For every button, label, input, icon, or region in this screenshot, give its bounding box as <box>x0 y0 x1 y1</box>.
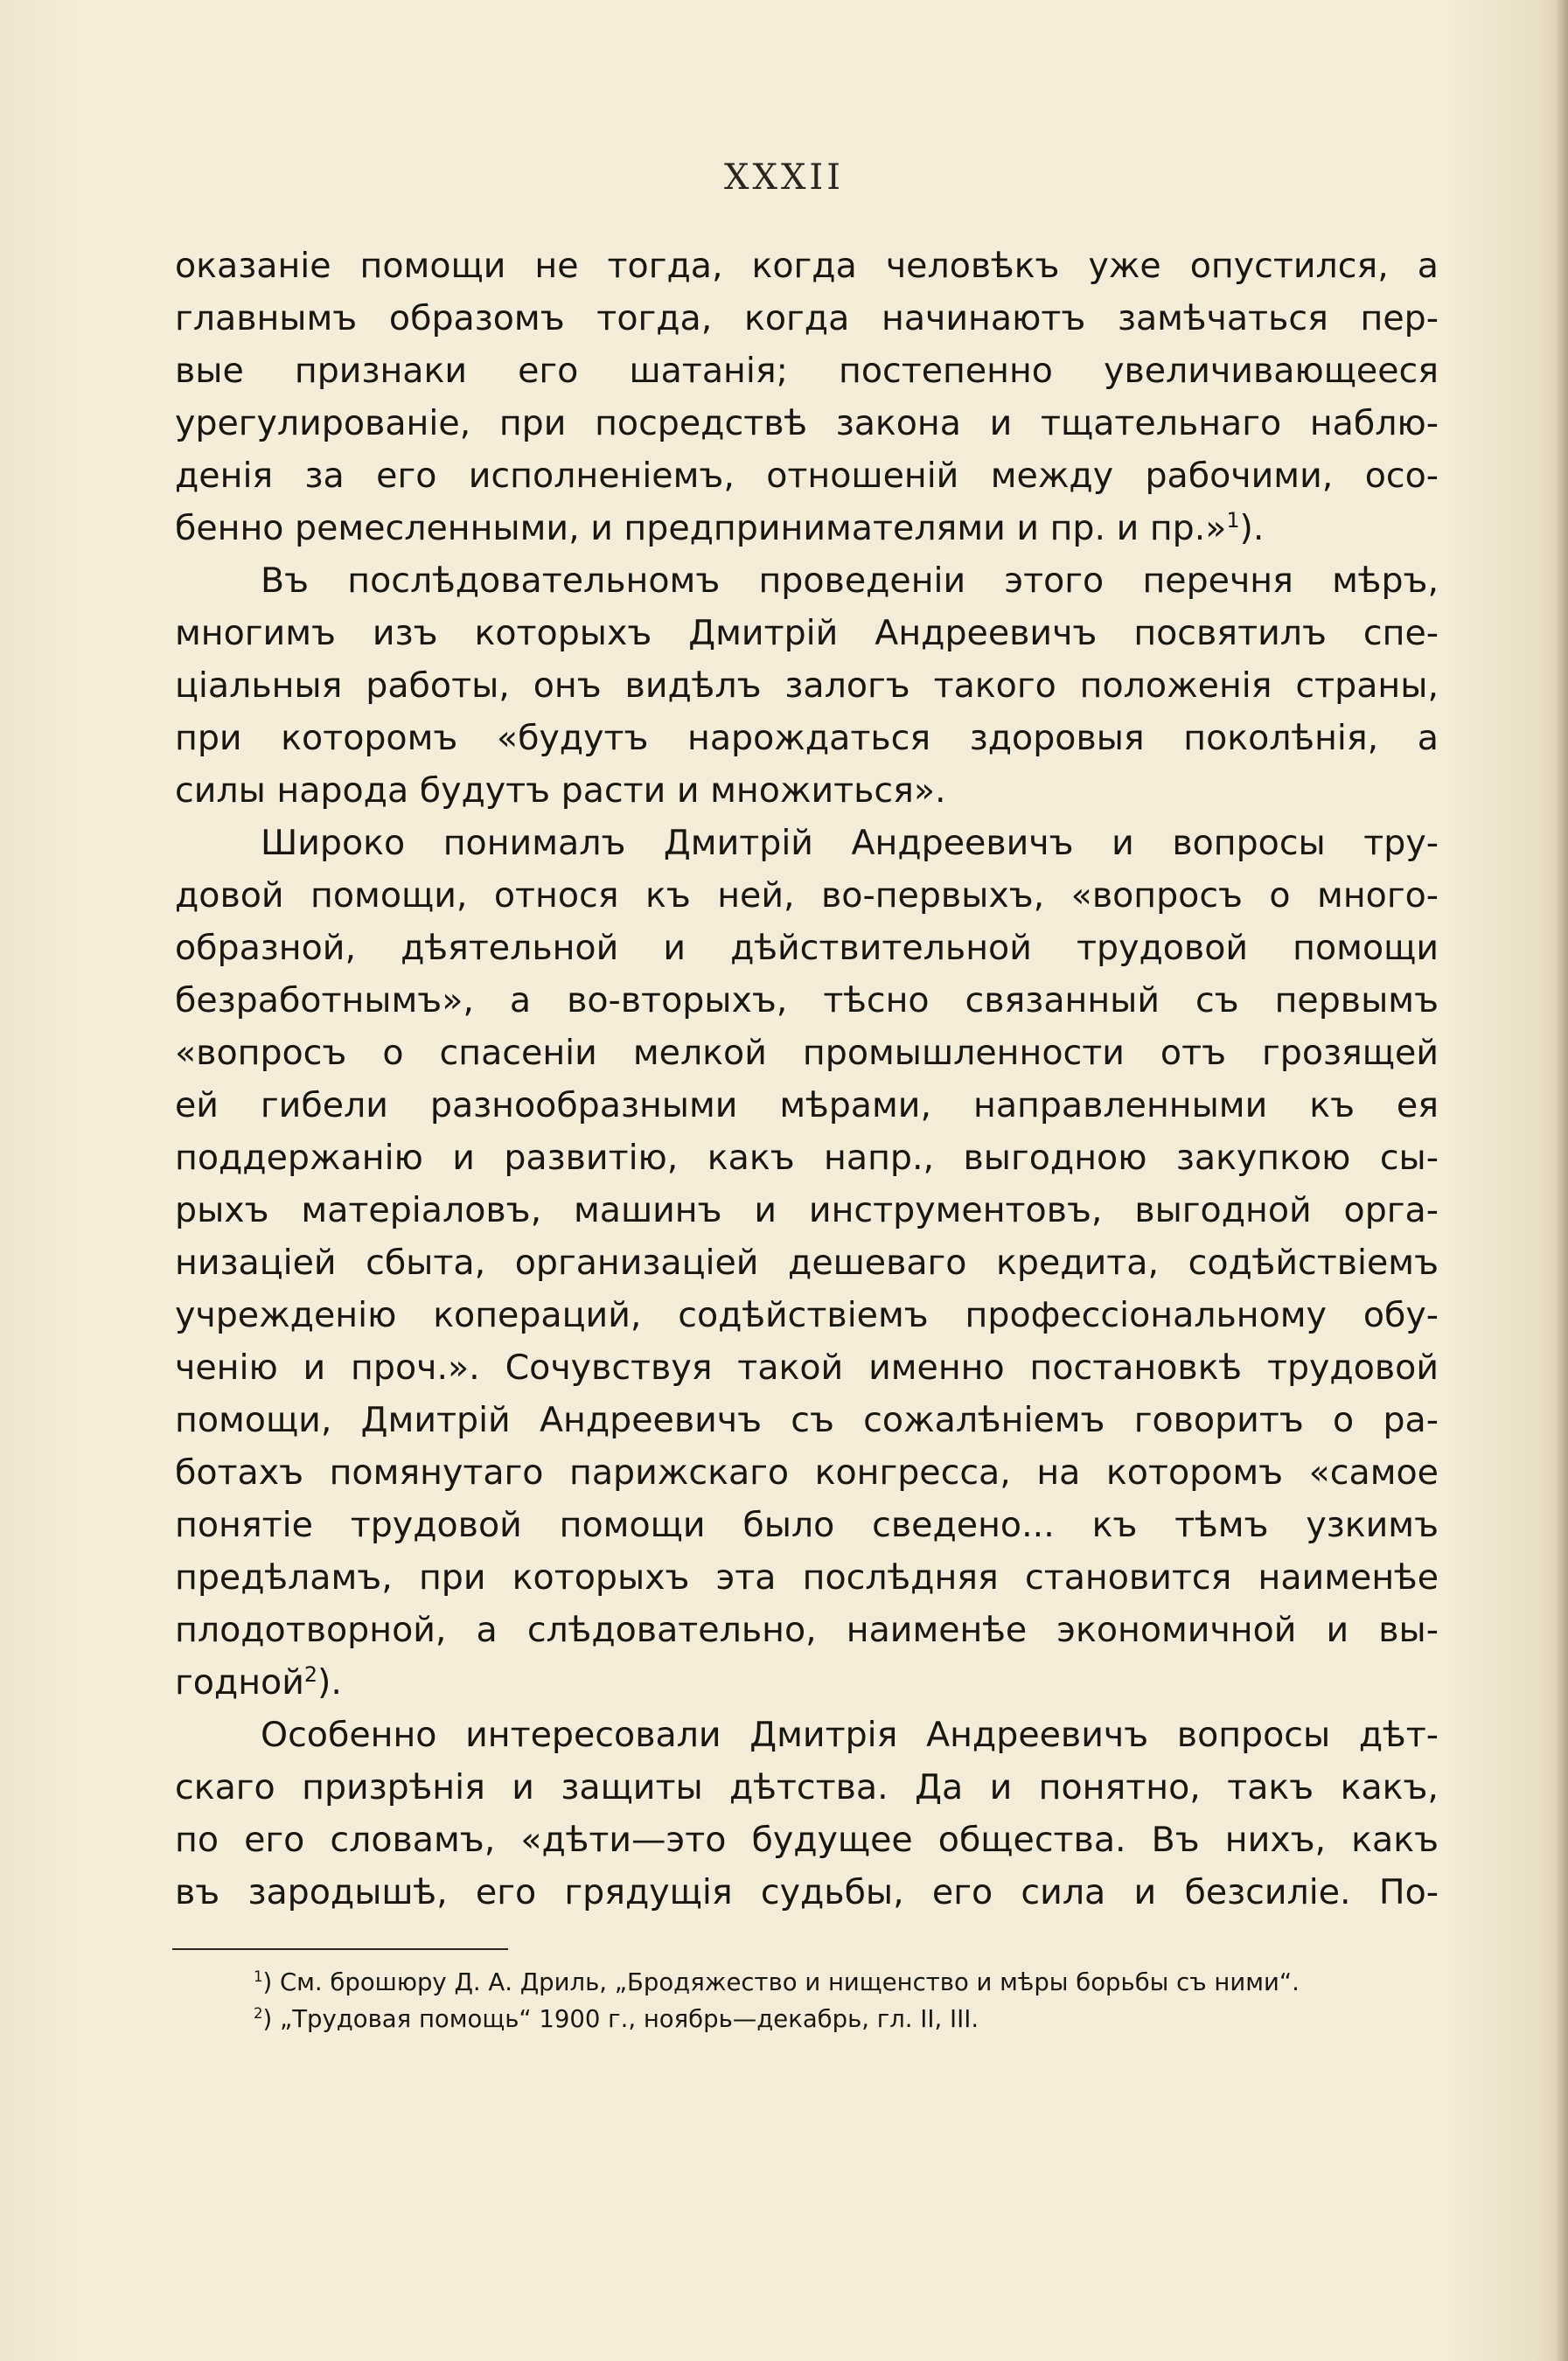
text-line <box>175 659 1439 712</box>
text-line-content: поддержанію и развитію, какъ напр., выгодною закупкою сы- <box>175 1138 1439 1178</box>
text-line-content: денія за его исполненіемъ, отношеній между рабочими, осо- <box>175 456 1439 496</box>
footnote-mark-bracket: ) <box>262 1968 280 1996</box>
text-line-content: учрежденію копераций, содѣйствіемъ профессіональному обу- <box>175 1295 1439 1335</box>
footnote-mark: 2 <box>254 2004 263 2022</box>
footnote-rule <box>172 1948 508 1950</box>
footnote-mark: 1 <box>254 1968 263 1985</box>
text-line-content: Широко понималъ Дмитрій Андреевичъ и вопросы тру- <box>261 823 1439 863</box>
text-line <box>175 1341 1439 1394</box>
text-line-content: скаго призрѣнія и защиты дѣтства. Да и понятно, такъ какъ, <box>175 1767 1439 1807</box>
footnote-reference: 1 <box>1226 507 1240 533</box>
text-line-content: оказаніе помощи не тогда, когда человѣкъ уже опустился, а <box>175 246 1439 286</box>
text-line-content: плодотворной, а слѣдовательно, наименѣе экономичной и вы- <box>175 1610 1439 1650</box>
page-edge-shadow <box>1556 0 1568 2361</box>
text-line-content: предѣламъ, при которыхъ эта послѣдняя становится наименѣе <box>175 1557 1439 1598</box>
text-line-content: «вопросъ о спасеніи мелкой промышленности отъ грозящей <box>175 1033 1439 1073</box>
text-line <box>175 1027 1439 1079</box>
text-line <box>175 764 1439 817</box>
text-line <box>175 1814 1439 1866</box>
footnote <box>254 2001 1443 2037</box>
text-line-content: силы народа будутъ расти и множиться». <box>175 770 946 811</box>
text-line <box>175 1289 1439 1341</box>
text-line <box>175 449 1439 502</box>
text-line-content: ей гибели разнообразными мѣрами, направленными къ ея <box>175 1085 1439 1125</box>
text-line-content: ціальныя работы, онъ видѣлъ залогъ такого положенія страны, <box>175 665 1439 706</box>
body-text <box>175 240 1439 1919</box>
text-line-content: рыхъ матеріаловъ, машинъ и инструментовъ, выгодной орга- <box>175 1190 1439 1230</box>
text-line <box>175 1499 1439 1551</box>
text-line <box>175 1394 1439 1446</box>
text-line <box>175 240 1439 292</box>
text-line <box>175 869 1439 922</box>
text-line-content: понятіе трудовой помощи было сведено... къ тѣмъ узкимъ <box>175 1505 1439 1545</box>
footnote-mark-bracket: ) <box>262 2005 280 2033</box>
text-line <box>175 712 1439 764</box>
text-line <box>175 1866 1439 1919</box>
text-line <box>175 1132 1439 1184</box>
text-line-content: образной, дѣятельной и дѣйствительной трудовой помощи <box>175 928 1439 968</box>
text-line <box>175 1236 1439 1289</box>
footnote-text: См. брошюру Д. А. Дриль, „Бродяжество и нищенство и мѣры борьбы съ ними“. <box>279 1968 1300 1996</box>
footnote-text: „Трудовая помощь“ 1900 г., ноябрь—декабрь, гл. II, III. <box>279 2005 979 2033</box>
text-line <box>175 1656 1439 1709</box>
text-line-content: въ зародышѣ, его грядущія судьбы, его сила и безсиліе. По- <box>175 1872 1439 1912</box>
text-line-content: безработнымъ», а во-вторыхъ, тѣсно связанный съ первымъ <box>175 980 1439 1020</box>
text-line-content: главнымъ образомъ тогда, когда начинаютъ замѣчаться пер- <box>175 298 1439 338</box>
text-line <box>175 1761 1439 1814</box>
text-line-content: довой помощи, относя къ ней, во-первыхъ, «вопросъ о много- <box>175 875 1439 916</box>
text-line <box>175 607 1439 659</box>
text-line <box>175 974 1439 1027</box>
text-line <box>175 345 1439 397</box>
text-line-content: многимъ изъ которыхъ Дмитрій Андреевичъ посвятилъ спе- <box>175 613 1439 653</box>
text-line <box>175 1551 1439 1604</box>
text-line-content: при которомъ «будутъ нарождаться здоровыя поколѣнія, а <box>175 718 1439 758</box>
text-line <box>175 502 1439 554</box>
text-line-content: годной <box>175 1662 304 1703</box>
text-line-content: ботахъ помянутаго парижскаго конгресса, на которомъ «самое <box>175 1452 1439 1493</box>
text-line-content: Въ послѣдовательномъ проведеніи этого перечня мѣръ, <box>261 561 1439 601</box>
text-line-content: Особенно интересовали Дмитрія Андреевичъ вопросы дѣт- <box>261 1715 1439 1755</box>
text-line <box>175 1184 1439 1236</box>
text-line <box>175 1709 1439 1761</box>
footnotes <box>254 1964 1443 2037</box>
text-line <box>175 922 1439 974</box>
text-line <box>175 1604 1439 1656</box>
text-line <box>175 1446 1439 1499</box>
text-line <box>175 817 1439 869</box>
footnote-reference: 2 <box>303 1661 317 1687</box>
text-line <box>175 397 1439 449</box>
text-line-content: помощи, Дмитрій Андреевичъ съ сожалѣніемъ говоритъ о ра- <box>175 1400 1439 1440</box>
text-line-content: урегулированіе, при посредствѣ закона и тщательнаго наблю- <box>175 403 1439 443</box>
text-line-content: ченію и проч.». Сочувствуя такой именно постановкѣ трудовой <box>175 1348 1439 1388</box>
text-line-content: низаціей сбыта, организаціей дешеваго кредита, содѣйствіемъ <box>175 1243 1439 1283</box>
text-line <box>175 292 1439 345</box>
text-line <box>175 554 1439 607</box>
footnote-reference-bracket: ). <box>317 1662 342 1703</box>
page-number: XXXII <box>723 157 845 198</box>
text-line <box>175 1079 1439 1132</box>
footnote <box>254 1964 1443 2001</box>
text-line-content: бенно ремесленными, и предпринимателями и пр. и пр.» <box>175 508 1227 548</box>
text-line-content: вые признаки его шатанія; постепенно увеличивающееся <box>175 351 1439 391</box>
footnote-reference-bracket: ). <box>1239 508 1265 548</box>
text-line-content: по его словамъ, «дѣти—это будущее общества. Въ нихъ, какъ <box>175 1820 1439 1860</box>
